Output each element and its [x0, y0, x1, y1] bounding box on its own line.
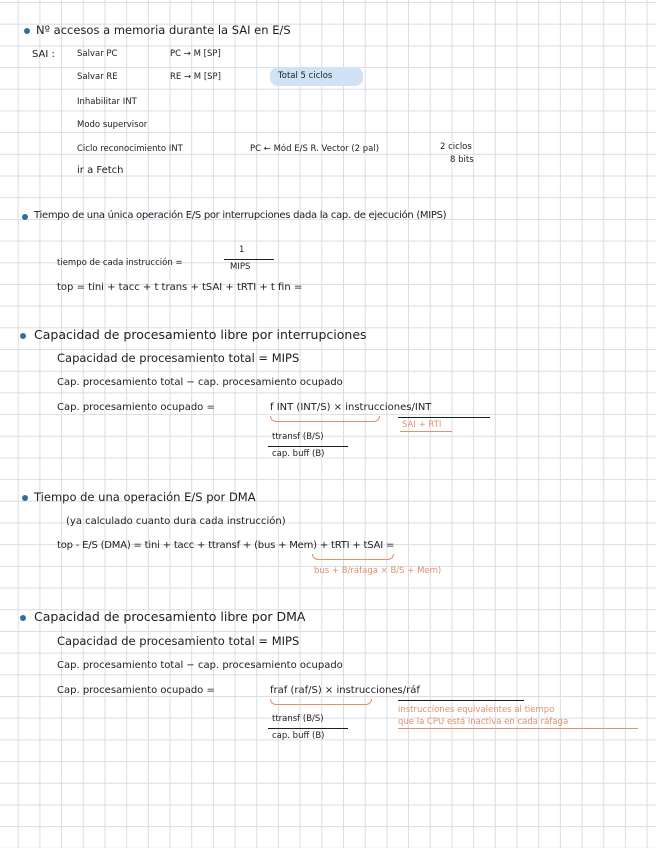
underbrace: [270, 416, 380, 422]
dma-instructions-note: instrucciones equivalentes al tiempo: [398, 705, 555, 715]
cycles-note: 2 ciclos: [440, 142, 472, 152]
fraction-bar: [268, 446, 348, 447]
sai-operation: PC → M [SP]: [170, 49, 221, 59]
note-underline: [398, 728, 638, 729]
free-capacity-expression: Cap. procesamiento total − cap. procesamiento ocupado: [57, 377, 343, 388]
occupied-capacity-label: Cap. procesamiento ocupado =: [57, 685, 215, 696]
sai-operation: RE → M [SP]: [170, 72, 221, 82]
section-bullet: [22, 495, 28, 501]
fraction-bar: [224, 259, 274, 260]
sai-rti-note: SAI + RTI: [402, 420, 442, 430]
underbrace: [312, 554, 394, 560]
section-title-free-capacity-dma: Capacidad de procesamiento libre por DMA: [34, 609, 306, 624]
occupied-capacity-formula: fraf (raf/S) × instrucciones/ráf: [270, 685, 420, 696]
note-underline: [400, 431, 452, 432]
occupied-capacity-label: Cap. procesamiento ocupado =: [57, 402, 215, 413]
section-bullet: [20, 333, 26, 339]
sai-step: Ciclo reconocimiento INT: [77, 144, 183, 154]
bus-mem-note: bus + B/ráfaga × B/S + Mem): [314, 566, 442, 576]
section-title-single-io-op: Tiempo de una única operación E/S por interrupciones dada la cap. de ejecución (MIPS): [34, 210, 447, 221]
section-title-free-capacity-interrupts: Capacidad de procesamiento libre por interrupciones: [34, 327, 367, 342]
sai-step: ir a Fetch: [77, 165, 124, 176]
fraction-numerator: 1: [239, 245, 245, 255]
sai-step: Salvar RE: [77, 72, 118, 82]
dma-formula: top - E/S (DMA) = tini + tacc + ttransf + (bus + Mem) + tRTI + tSAI =: [57, 540, 395, 551]
section-title-memory-accesses: Nº accesos a memoria durante la SAI en E/S: [36, 23, 291, 37]
sai-step: Salvar PC: [77, 49, 118, 59]
dma-instructions-note: que la CPU está inactiva en cada ráfaga: [398, 717, 569, 727]
section-bullet: [20, 615, 26, 621]
total-capacity: Capacidad de procesamiento total = MIPS: [57, 634, 300, 648]
section-bullet: [24, 28, 30, 34]
fraction-bar: [268, 728, 348, 729]
bits-note: 8 bits: [450, 155, 474, 165]
sai-operation: PC ← Mód E/S R. Vector (2 pal): [250, 144, 380, 154]
fraction-denominator: cap. buff (B): [272, 449, 325, 459]
top-formula: top = tini + tacc + t trans + tSAI + tRTI + t fin =: [57, 282, 303, 293]
sai-label: SAI :: [32, 49, 55, 60]
total-cycles: Total 5 ciclos: [278, 71, 333, 81]
total-capacity: Capacidad de procesamiento total = MIPS: [57, 351, 300, 365]
section-bullet: [22, 214, 28, 220]
underline: [398, 417, 490, 418]
occupied-capacity-formula: f INT (INT/S) × instrucciones/INT: [270, 402, 432, 413]
sai-step: Inhabilitar INT: [77, 97, 137, 107]
instruction-time-label: tiempo de cada instrucción =: [57, 258, 183, 268]
fraction-numerator: ttransf (B/S): [272, 714, 324, 724]
underline: [398, 700, 524, 701]
free-capacity-expression: Cap. procesamiento total − cap. procesamiento ocupado: [57, 660, 343, 671]
fraction-denominator: MIPS: [230, 262, 251, 272]
section-title-dma-op: Tiempo de una operación E/S por DMA: [34, 490, 256, 504]
underbrace: [270, 699, 372, 705]
sai-step: Modo supervisor: [77, 120, 148, 130]
fraction-numerator: ttransf (B/S): [272, 432, 324, 442]
fraction-denominator: cap. buff (B): [272, 731, 325, 741]
dma-note: (ya calculado cuanto dura cada instrucción): [66, 516, 286, 527]
